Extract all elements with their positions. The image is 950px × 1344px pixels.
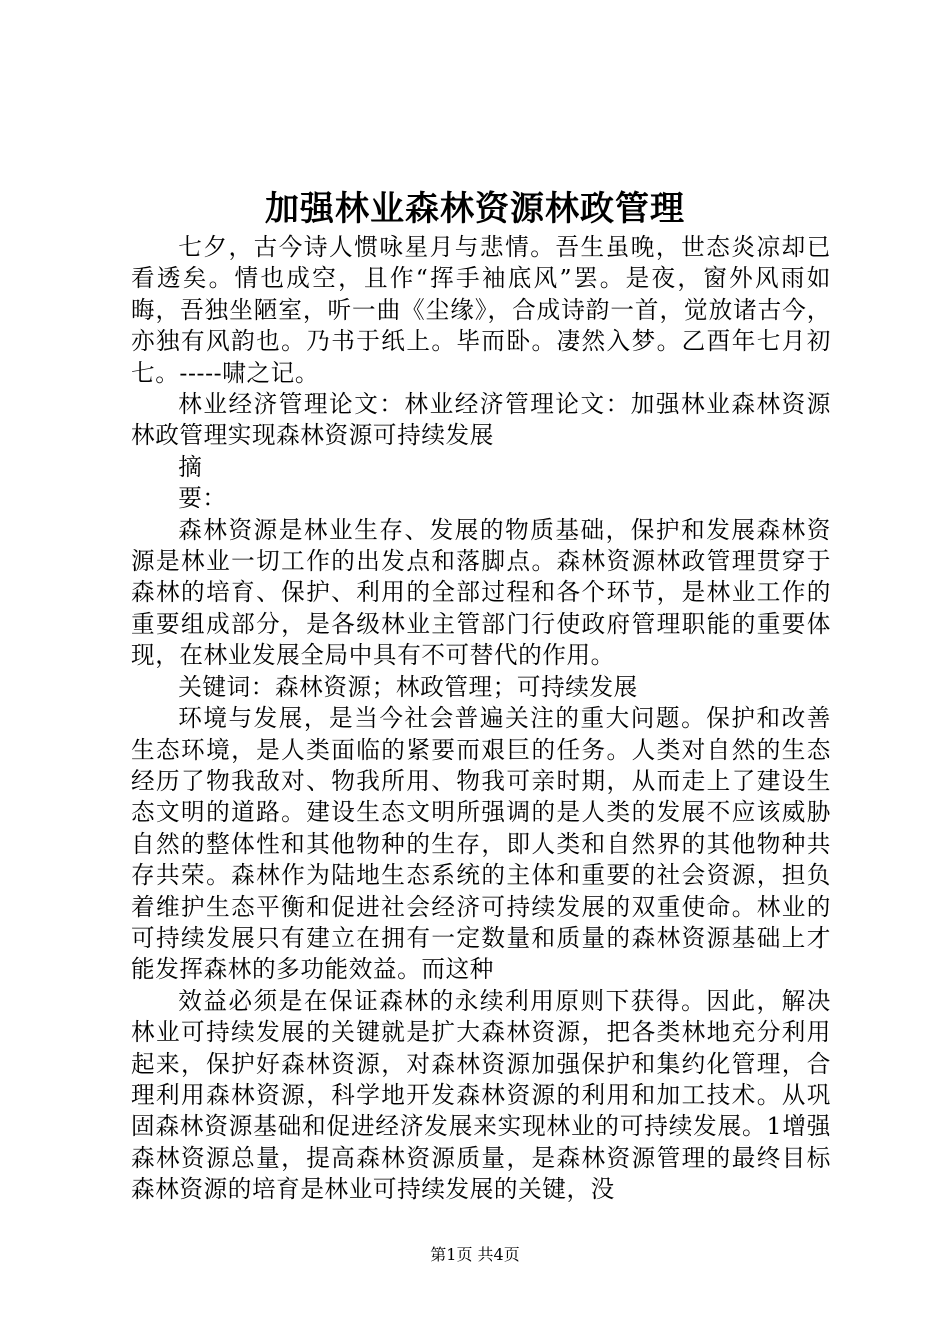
paragraph-abstract-label-1: 摘 [178,452,203,481]
paragraph-intro-poem-note: 七夕，古今诗人惯咏星月与悲情。吾生虽晚，世态炎凉却已看透矣。情也成空，且作“挥手袖底风”罢。是夜，窗外风雨如晦，吾独坐陋室，听一曲《尘缘》，合成诗韵一首，觉放诸古今，亦独有风韵也。乃书于纸上。毕而卧。凄然入梦。乙酉年七月初七。-----啸之记。 [131,233,831,387]
document-title: 加强林业森林资源林政管理 [265,189,685,229]
paragraph-body-2: 效益必须是在保证森林的永续利用原则下获得。因此，解决林业可持续发展的关键就是扩大森林资源，把各类林地充分利用起来，保护好森林资源，对森林资源加强保护和集约化管理，合理利用森林资源，科学地开发森林资源的利用和加工技术。从巩固森林资源基础和促进经济发展来实现林业的可持续发展。1增强森林资源总量，提高森林资源质量，是森林资源管理的最终目标森林资源的培育是林业可持续发展的关键，没 [131,986,831,1204]
paragraph-abstract: 森林资源是林业生存、发展的物质基础，保护和发展森林资源是林业一切工作的出发点和落脚点。森林资源林政管理贯穿于森林的培育、保护、利用的全部过程和各个环节，是林业工作的重要组成部分，是各级林业主管部门行使政府管理职能的重要体现，在林业发展全局中具有不可替代的作用。 [131,515,831,670]
document-body [131,232,831,1206]
paragraph-keywords: 关键词：森林资源；林政管理；可持续发展 [178,672,638,701]
paragraph-body-1: 环境与发展，是当今社会普遍关注的重大问题。保护和改善生态环境，是人类面临的紧要而艰巨的任务。人类对自然的生态经历了物我敌对、物我所用、物我可亲时期，从而走上了建设生态文明的道路。建设生态文明所强调的是人类的发展不应该威胁自然的整体性和其他物种的生存，即人类和自然界的其他物种共存共荣。森林作为陆地生态系统的主体和重要的社会资源，担负着维护生态平衡和促进社会经济可持续发展的双重使命。林业的可持续发展只有建立在拥有一定数量和质量的森林资源基础上才能发挥森林的多功能效益。而这种 [131,704,831,984]
paragraph-paper-title: 林业经济管理论文：林业经济管理论文：加强林业森林资源林政管理实现森林资源可持续发展 [131,390,831,450]
paragraph-abstract-label-2: 要： [178,484,227,513]
page-number-footer: 第1页 共4页 [430,1245,520,1264]
